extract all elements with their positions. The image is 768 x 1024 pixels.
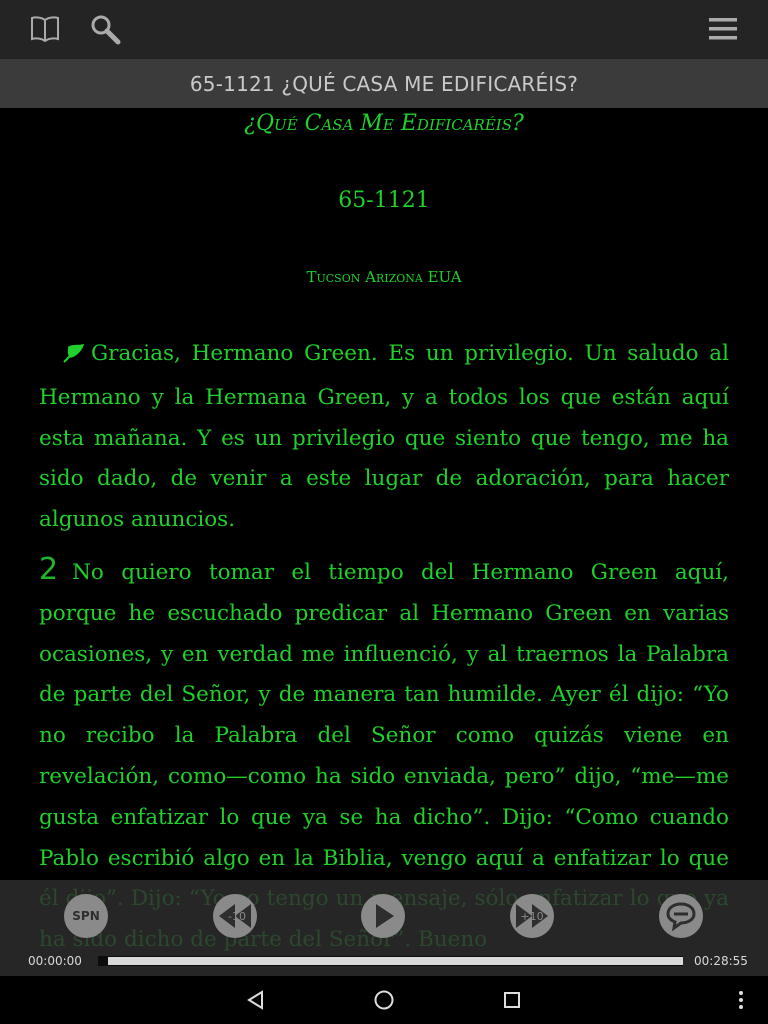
paragraph-text: Gracias, Hermano Green. Es un privilegio. Un saludo al Hermano y la Hermana Green, y a todos los que están aquí esta mañana. Y es un privilegio que siento que tengo, me ha sido dado, de venir a este lugar de adoración, para hacer algunos anuncios. [39,341,729,533]
play-icon [369,901,397,931]
system-nav-bar [0,976,768,1024]
chat-button[interactable] [659,894,703,938]
forward-label: +10 [520,910,544,923]
rewind-label: -10 [228,910,246,923]
top-app-bar [0,0,768,59]
play-button[interactable] [361,894,405,938]
back-icon[interactable] [241,986,271,1014]
sermon-place: Tucson Arizona EUA [306,268,462,286]
home-icon[interactable] [369,986,399,1014]
audio-player [0,880,768,976]
total-time: 00:28:55 [694,954,748,968]
paragraph-number: 2 [39,552,59,587]
chat-icon [665,902,697,930]
overflow-menu-icon[interactable] [726,986,756,1014]
fast-forward-icon [512,901,552,931]
search-icon[interactable] [88,12,122,46]
rewind-10-button[interactable] [213,894,257,938]
progress-track [108,957,683,965]
progress-slider[interactable] [98,956,683,966]
paragraph-1 [39,334,729,541]
spn-button[interactable]: SPN [64,894,108,938]
page-title: 65-1121 ¿QUÉ CASA ME EDIFICARÉIS? [0,59,768,108]
sermon-content [0,108,768,880]
rewind-icon [215,901,255,931]
forward-10-button[interactable] [510,894,554,938]
quill-icon [63,337,85,378]
book-icon[interactable] [28,12,62,46]
recents-icon[interactable] [497,986,527,1014]
sermon-code: 65-1121 [338,188,430,213]
sermon-title: ¿Qué Casa Me Edificaréis? [244,111,524,136]
elapsed-time: 00:00:00 [28,954,82,968]
paragraph-text: No quiero tomar el tiempo del Hermano Green aquí, porque he escuchado predicar al Hermano Green en varias ocasiones, y en verdad me influenció, y al traernos la Palabra de parte del Señor, y de manera tan humilde. Ayer él dijo: “Yo no recibo la Palabra del Señor como quizás viene en revelación, como—como ha sido enviada, pero” dijo, “me—me gusta enfatizar lo que ya se ha dicho”. Dijo: “Como cuando Pablo escribió algo en la Biblia, vengo aquí a enfatizar lo que [39,560,729,871]
menu-icon[interactable] [706,12,740,46]
